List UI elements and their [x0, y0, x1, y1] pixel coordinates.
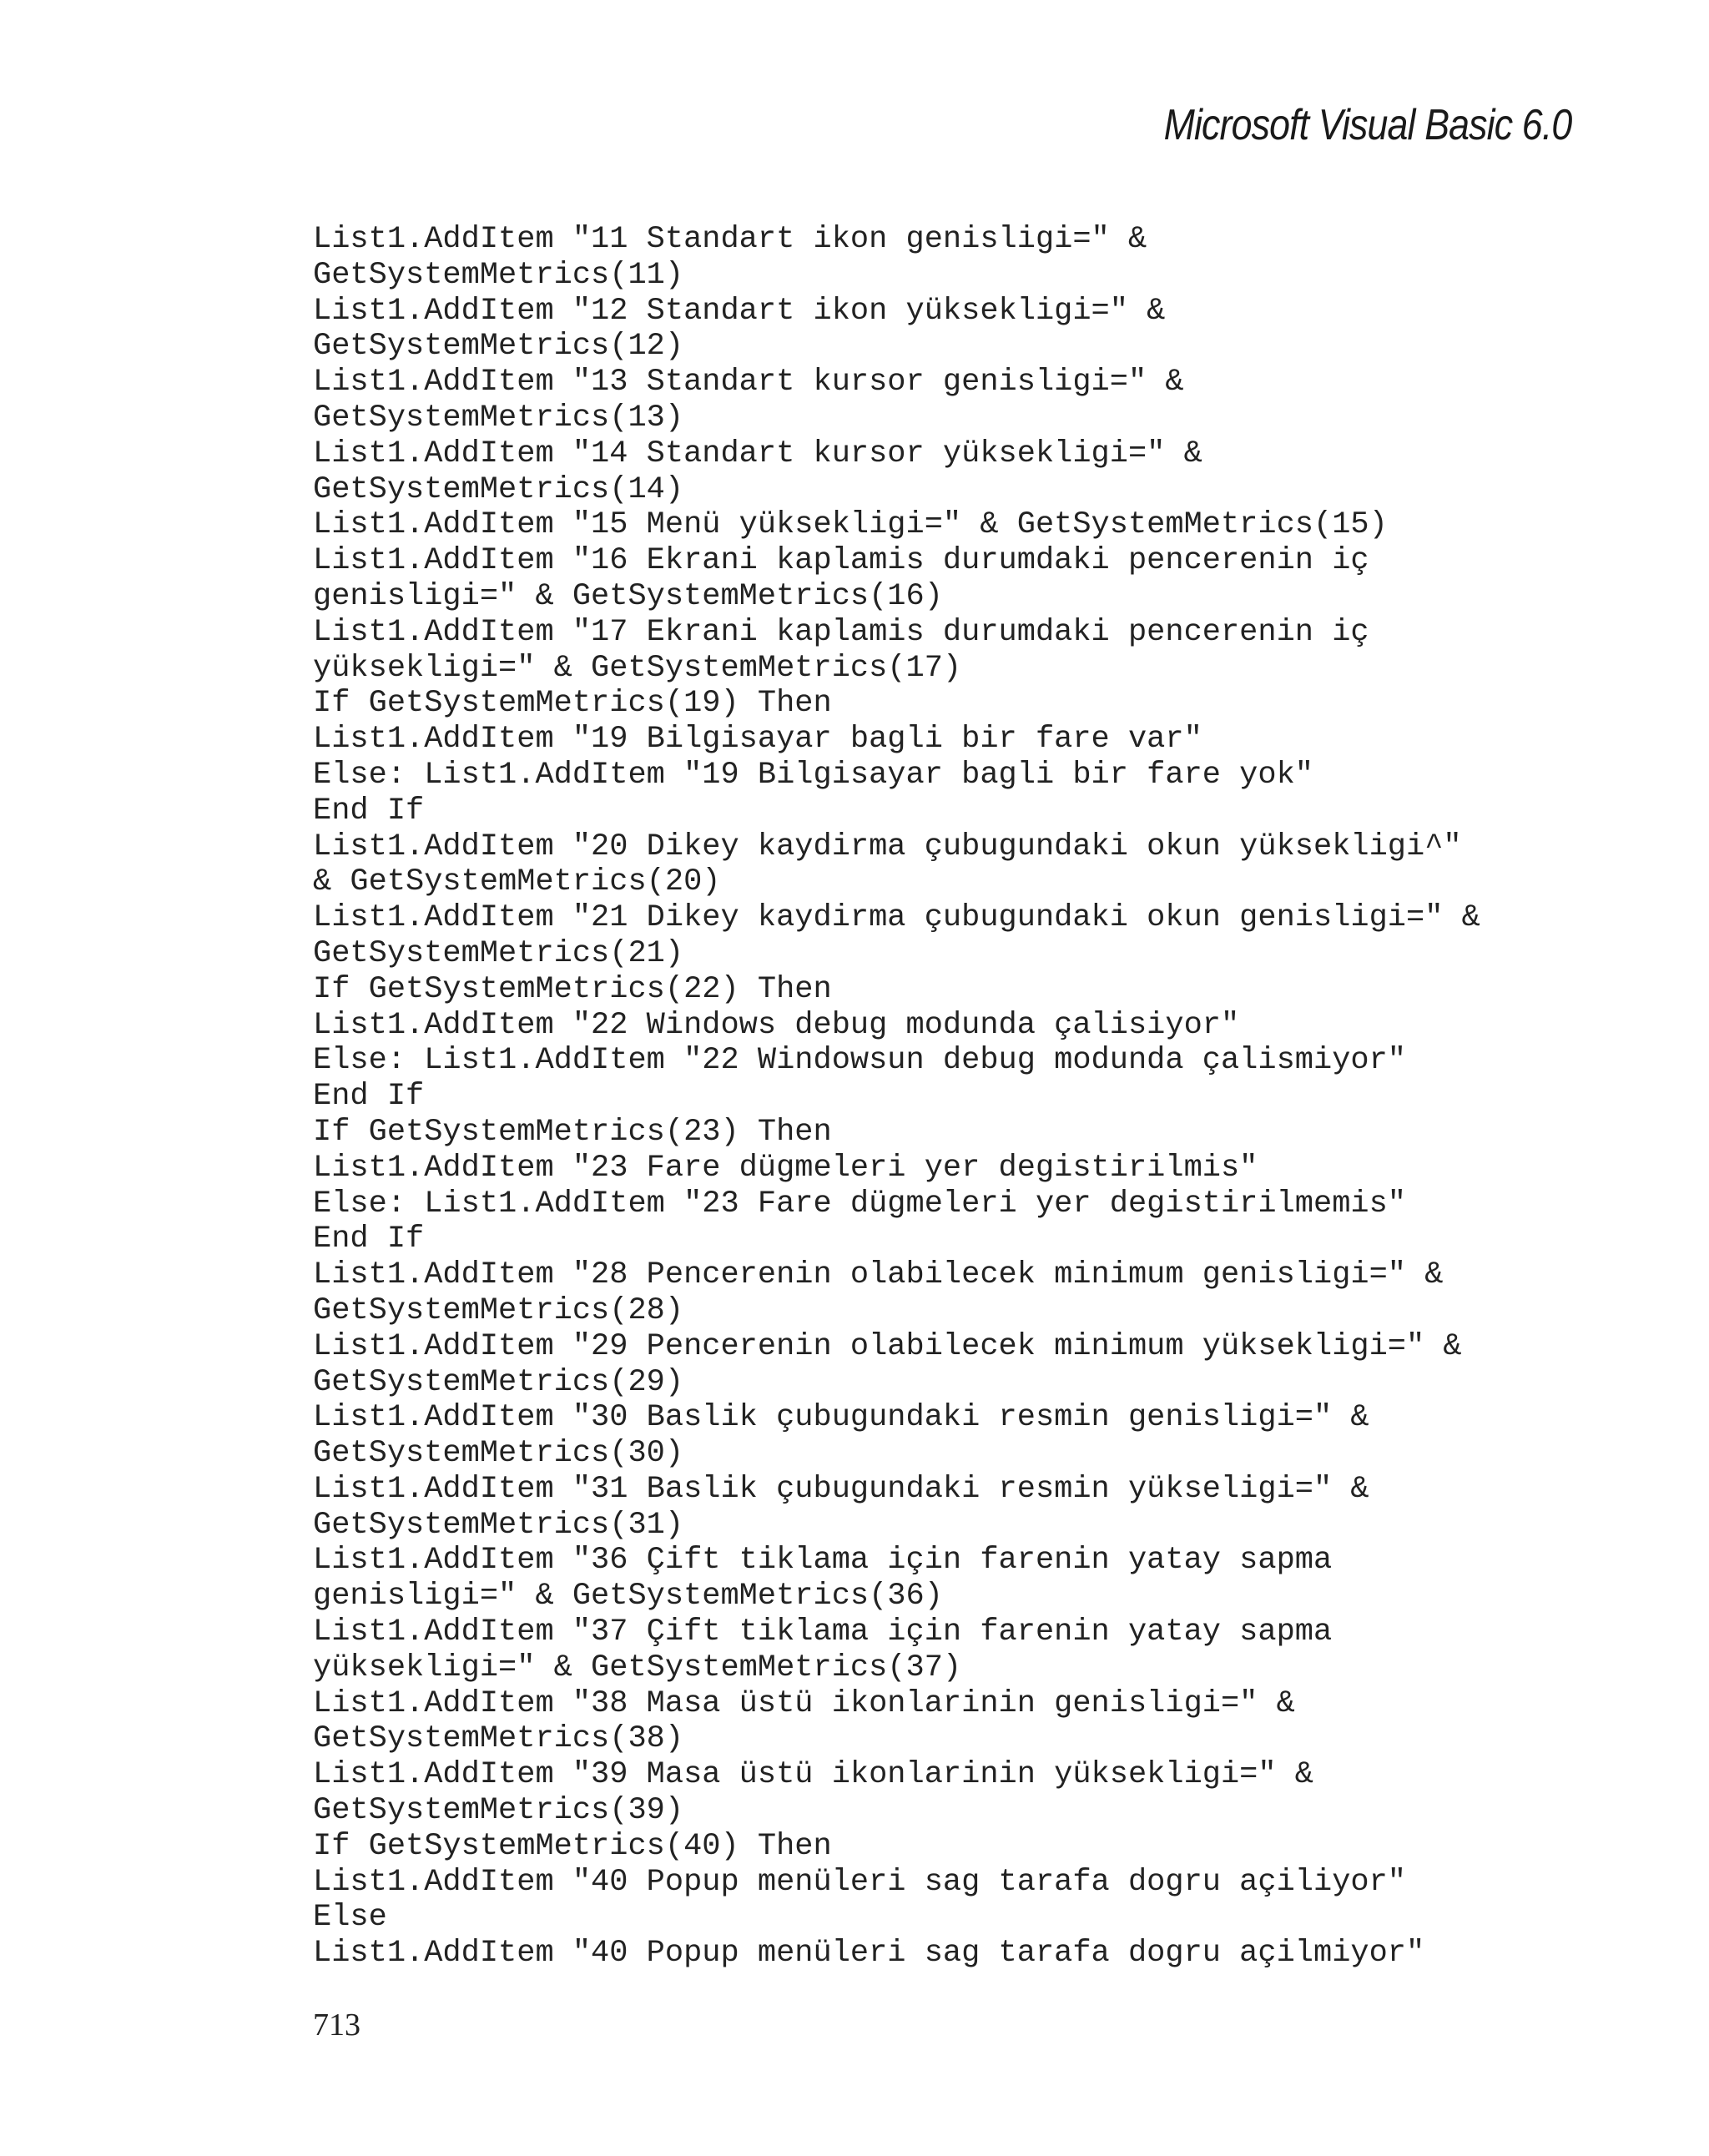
code-line: GetSystemMetrics(31) — [313, 1507, 684, 1543]
code-line: Else — [313, 1900, 387, 1936]
code-line: genisligi=" & GetSystemMetrics(36) — [313, 1579, 943, 1614]
code-line: List1.AddItem "22 Windows debug modunda çalisiyor" — [313, 1007, 1240, 1043]
code-line: GetSystemMetrics(28) — [313, 1292, 684, 1328]
code-line: List1.AddItem "40 Popup menüleri sag tarafa dogru açiliyor" — [313, 1864, 1407, 1900]
code-line: List1.AddItem "16 Ekrani kaplamis durumdaki pencerenin iç — [313, 543, 1369, 579]
code-line: List1.AddItem "20 Dikey kaydirma çubugundaki okun yüksekligi^" — [313, 829, 1462, 864]
code-line: List1.AddItem "17 Ekrani kaplamis durumdaki pencerenin iç — [313, 614, 1369, 650]
code-listing — [313, 222, 1648, 1972]
code-line: List1.AddItem "21 Dikey kaydirma çubugundaki okun genisligi=" & — [313, 900, 1480, 936]
code-line: GetSystemMetrics(21) — [313, 935, 684, 971]
code-line: If GetSystemMetrics(19) Then — [313, 686, 832, 722]
code-line: Else: List1.AddItem "23 Fare dügmeleri yer degistirilmemis" — [313, 1186, 1407, 1222]
code-line: Else: List1.AddItem "19 Bilgisayar bagli bir fare yok" — [313, 757, 1313, 793]
code-line: List1.AddItem "11 Standart ikon genisligi=" & — [313, 222, 1147, 257]
code-line: List1.AddItem "36 Çift tiklama için farenin yatay sapma — [313, 1543, 1333, 1579]
code-line: GetSystemMetrics(12) — [313, 329, 684, 365]
code-line: If GetSystemMetrics(23) Then — [313, 1114, 832, 1150]
code-line: List1.AddItem "19 Bilgisayar bagli bir fare var" — [313, 722, 1202, 758]
code-line: List1.AddItem "29 Pencerenin olabilecek minimum yüksekligi=" & — [313, 1328, 1462, 1364]
code-line: GetSystemMetrics(39) — [313, 1793, 684, 1829]
code-line: End If — [313, 1079, 425, 1115]
code-line: GetSystemMetrics(30) — [313, 1436, 684, 1472]
running-header: Microsoft Visual Basic 6.0 — [1163, 101, 1571, 149]
code-line: List1.AddItem "31 Baslik çubugundaki resmin yükseligi=" & — [313, 1471, 1369, 1507]
code-line: GetSystemMetrics(13) — [313, 400, 684, 436]
code-line: List1.AddItem "23 Fare dügmeleri yer degistirilmis" — [313, 1150, 1258, 1186]
code-line: End If — [313, 793, 425, 829]
code-line: List1.AddItem "39 Masa üstü ikonlarinin yüksekligi=" & — [313, 1757, 1313, 1793]
code-line: List1.AddItem "38 Masa üstü ikonlarinin genisligi=" & — [313, 1685, 1295, 1721]
code-line: GetSystemMetrics(38) — [313, 1721, 684, 1757]
code-line: GetSystemMetrics(11) — [313, 257, 684, 293]
code-line: List1.AddItem "30 Baslik çubugundaki resmin genisligi=" & — [313, 1400, 1369, 1436]
page-number: 713 — [313, 2007, 360, 2043]
code-line: GetSystemMetrics(29) — [313, 1364, 684, 1400]
code-line: Else: List1.AddItem "22 Windowsun debug modunda çalismiyor" — [313, 1043, 1407, 1079]
code-line: genisligi=" & GetSystemMetrics(16) — [313, 578, 943, 614]
code-line: If GetSystemMetrics(40) Then — [313, 1828, 832, 1864]
code-line: yüksekligi=" & GetSystemMetrics(37) — [313, 1650, 962, 1685]
code-line: yüksekligi=" & GetSystemMetrics(17) — [313, 650, 962, 686]
code-line: List1.AddItem "15 Menü yüksekligi=" & GetSystemMetrics(15) — [313, 507, 1388, 543]
code-line: List1.AddItem "37 Çift tiklama için farenin yatay sapma — [313, 1614, 1333, 1650]
code-line: List1.AddItem "40 Popup menüleri sag tarafa dogru açilmiyor" — [313, 1936, 1425, 1972]
code-line: & GetSystemMetrics(20) — [313, 864, 721, 900]
code-line: If GetSystemMetrics(22) Then — [313, 971, 832, 1007]
code-line: GetSystemMetrics(14) — [313, 471, 684, 507]
code-line: List1.AddItem "14 Standart kursor yüksekligi=" & — [313, 436, 1202, 471]
code-line: End If — [313, 1222, 425, 1257]
code-line: List1.AddItem "12 Standart ikon yüksekligi=" & — [313, 293, 1166, 329]
code-line: List1.AddItem "13 Standart kursor genisligi=" & — [313, 365, 1184, 400]
code-line: List1.AddItem "28 Pencerenin olabilecek minimum genisligi=" & — [313, 1257, 1444, 1293]
